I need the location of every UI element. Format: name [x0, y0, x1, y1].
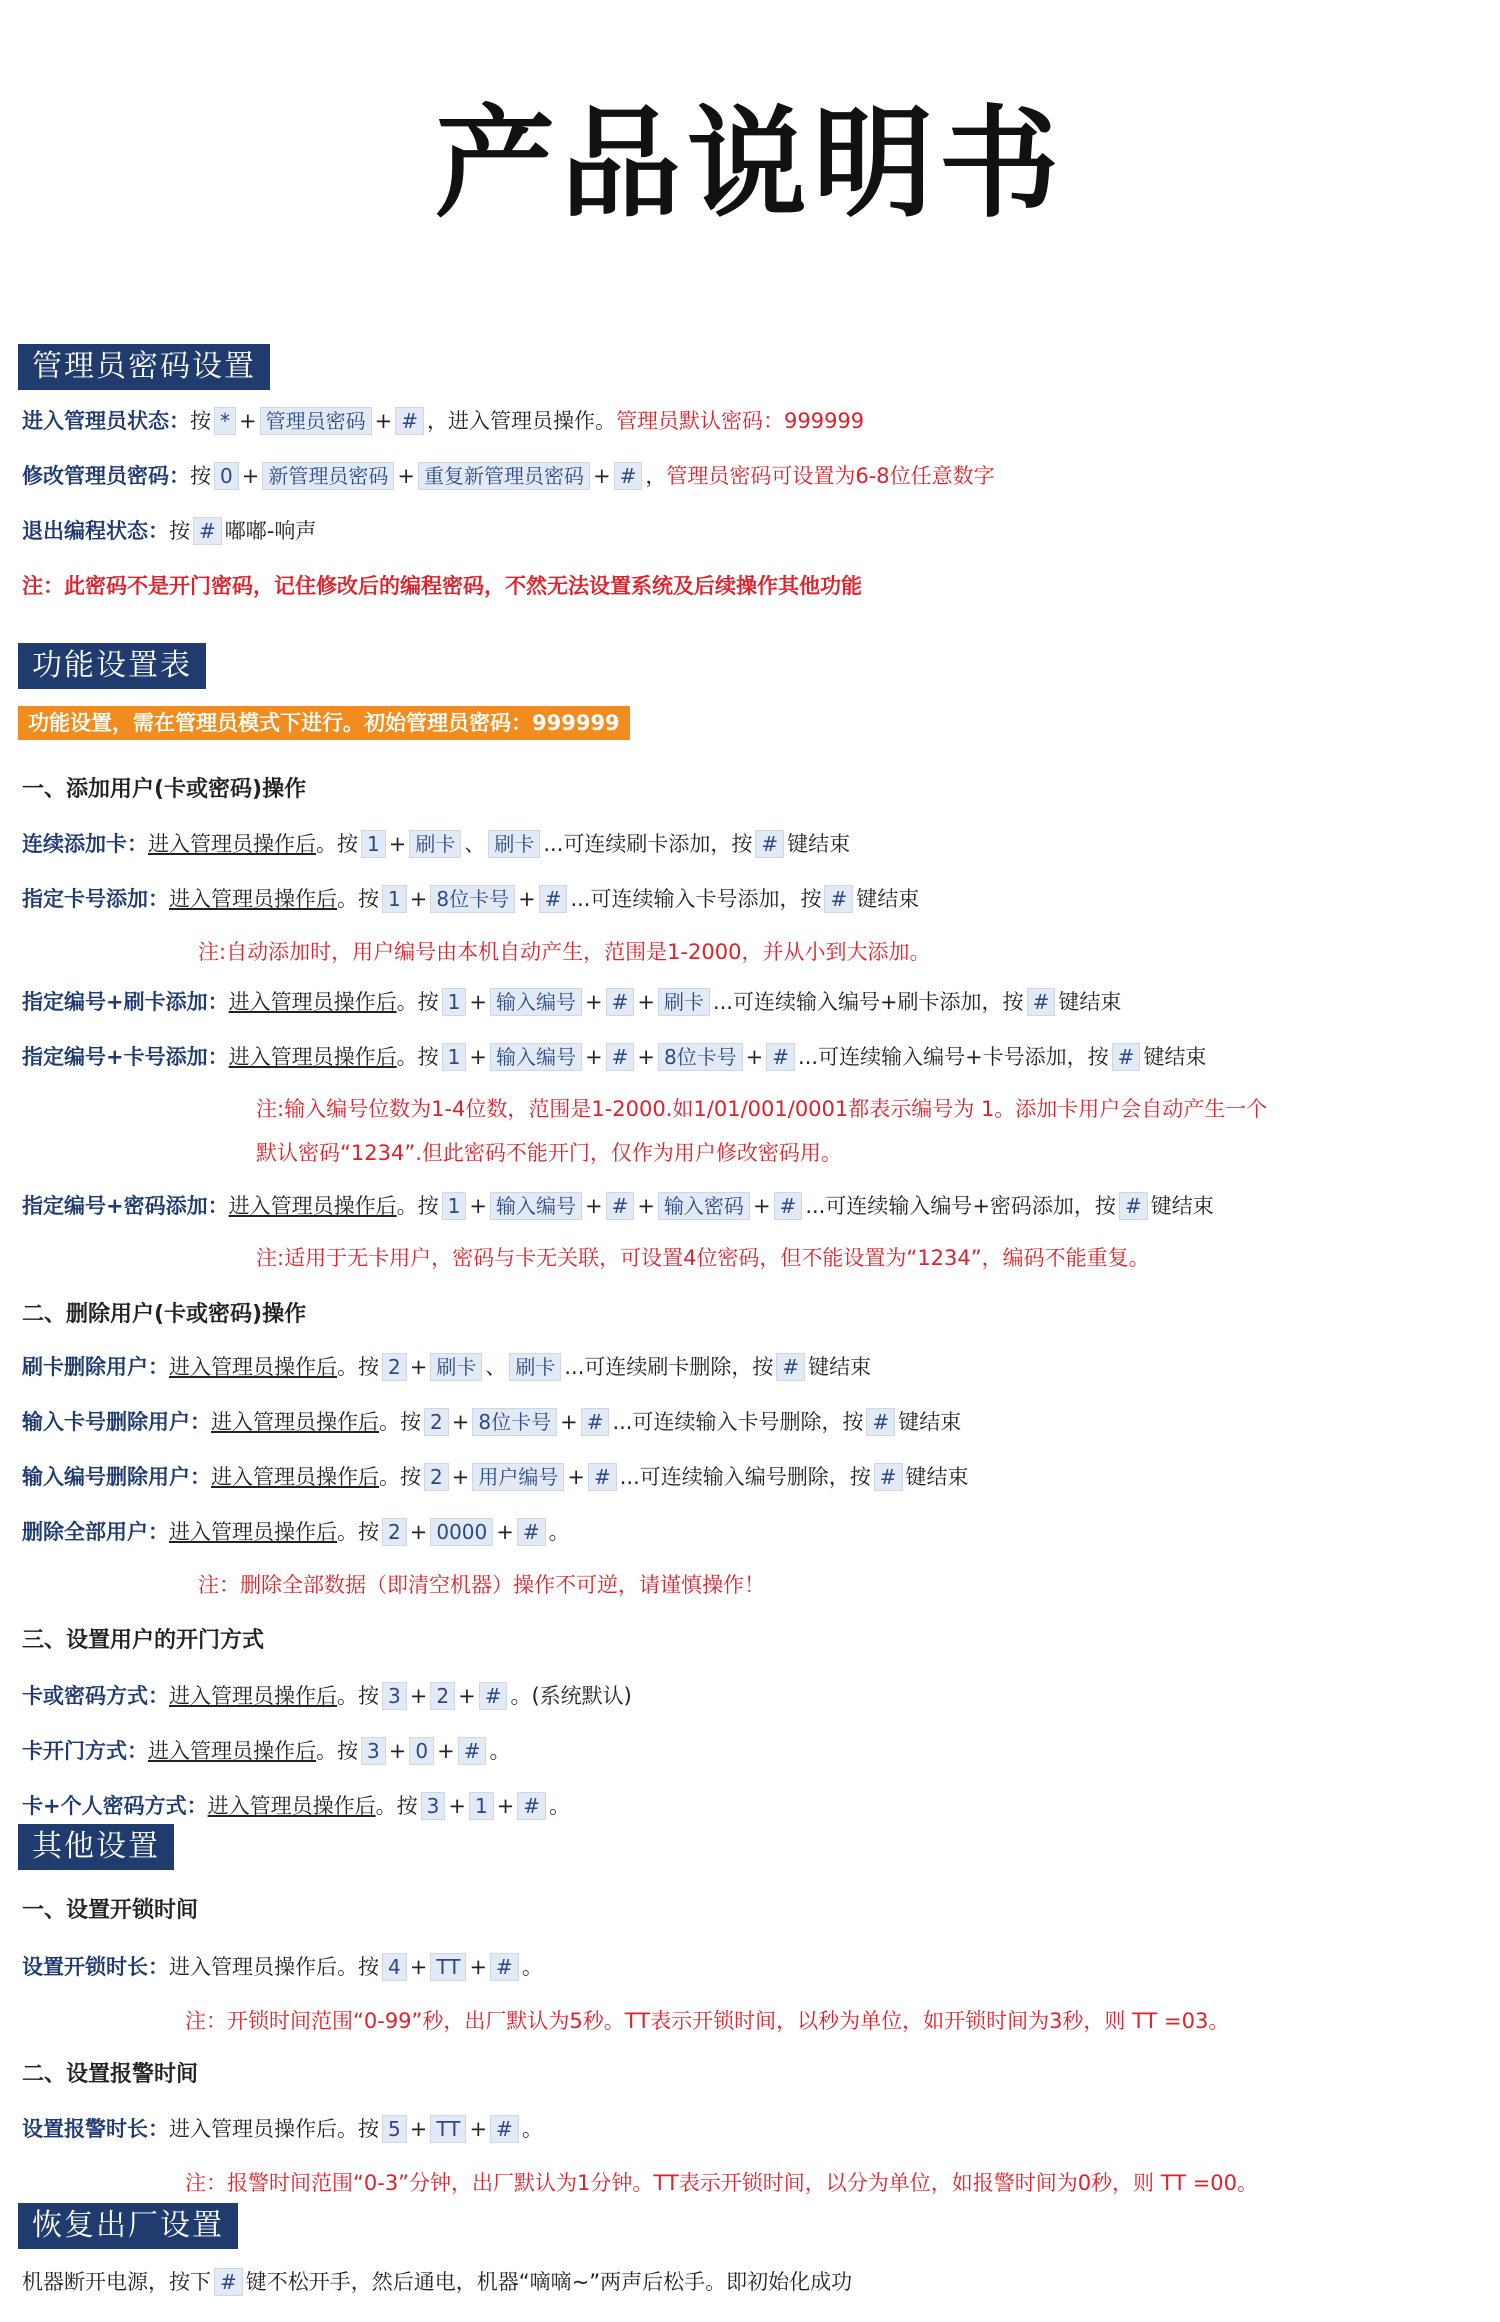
add-note-auto: 注:自动添加时，用户编号由本机自动产生，范围是1-2000，并从小到大添加。 — [198, 940, 931, 964]
row-add-card-number: 指定卡号添加：进入管理员操作后。按 1 + 8位卡号 + # ...可连续输入卡号添加，按 # 键结束 — [22, 887, 920, 911]
unlock-time-heading: 一、设置开锁时间 — [22, 1898, 199, 1923]
row-factory-reset: 机器断开电源，按下 # 键不松开手，然后通电，机器“嘀嘀~”两声后松手。即初始化成功 — [22, 2270, 853, 2294]
unlock-time-note: 注：开锁时间范围“0-99”秒，出厂默认为5秒。TT表示开锁时间，以秒为单位，如开锁时间为3秒，则 TT =03。 — [185, 2009, 1230, 2033]
row-add-id-password: 指定编号+密码添加：进入管理员操作后。按 1 + 输入编号 + # + 输入密码 + # ...可连续输入编号+密码添加，按 # 键结束 — [22, 1194, 1214, 1218]
alarm-time-heading: 二、设置报警时间 — [22, 2062, 199, 2087]
delete-note: 注：删除全部数据（即清空机器）操作不可逆，请谨慎操作！ — [198, 1573, 765, 1597]
row-add-id-cardno: 指定编号+卡号添加：进入管理员操作后。按 1 + 输入编号 + # + 8位卡号 + # ...可连续输入编号+卡号添加，按 # 键结束 — [22, 1045, 1207, 1069]
admin-note: 注：此密码不是开门密码，记住修改后的编程密码，不然无法设置系统及后续操作其他功能 — [22, 574, 862, 598]
row-unlock-time: 设置开锁时长：进入管理员操作后。按 4 + TT + # 。 — [22, 1955, 543, 1979]
page-title: 产品说明书 — [435, 95, 1065, 234]
section-admin-password: 管理员密码设置 — [18, 344, 270, 390]
add-heading: 一、添加用户(卡或密码)操作 — [22, 777, 307, 802]
row-del-id: 输入编号删除用户：进入管理员操作后。按 2 + 用户编号 + # ...可连续输入编号删除，按 # 键结束 — [22, 1465, 969, 1489]
alarm-time-note: 注：报警时间范围“0-3”分钟，出厂默认为1分钟。TT表示开锁时间，以分为单位，如报警时间为0秒，则 TT =00。 — [185, 2171, 1259, 2195]
section-factory-reset: 恢复出厂设置 — [18, 2203, 238, 2249]
row-del-all: 删除全部用户：进入管理员操作后。按 2 + 0000 + # 。 — [22, 1520, 570, 1544]
row-mode-card-pw: 卡+个人密码方式：进入管理员操作后。按 3 + 1 + # 。 — [22, 1794, 571, 1818]
row-exit-program: 退出编程状态：按 # 嘟嘟-响声 — [22, 519, 317, 543]
row-change-admin: 修改管理员密码：按 0 + 新管理员密码 + 重复新管理员密码 + # ，管理员密码可设置为6-8位任意数字 — [22, 464, 995, 488]
function-banner: 功能设置，需在管理员模式下进行。初始管理员密码：999999 — [18, 706, 630, 740]
row-add-id-swipe: 指定编号+刷卡添加：进入管理员操作后。按 1 + 输入编号 + # + 刷卡 ...可连续输入编号+刷卡添加，按 # 键结束 — [22, 990, 1122, 1014]
row-add-card-continuous: 连续添加卡：进入管理员操作后。按 1 + 刷卡 、 刷卡 ...可连续刷卡添加，按 # 键结束 — [22, 832, 851, 856]
add-note-password: 注:适用于无卡用户，密码与卡无关联，可设置4位密码，但不能设置为“1234”，编码不能重复。 — [256, 1246, 1150, 1270]
row-del-cardno: 输入卡号删除用户：进入管理员操作后。按 2 + 8位卡号 + # ...可连续输入卡号删除，按 # 键结束 — [22, 1410, 962, 1434]
row-del-swipe: 刷卡删除用户：进入管理员操作后。按 2 + 刷卡 、 刷卡 ...可连续刷卡删除，按 # 键结束 — [22, 1355, 872, 1379]
section-other-settings: 其他设置 — [18, 1824, 174, 1870]
row-mode-card-or-pw: 卡或密码方式：进入管理员操作后。按 3 + 2 + # 。(系统默认) — [22, 1684, 632, 1708]
row-mode-card: 卡开门方式：进入管理员操作后。按 3 + 0 + # 。 — [22, 1739, 511, 1763]
delete-heading: 二、删除用户(卡或密码)操作 — [22, 1302, 307, 1327]
add-note-id-a: 注:输入编号位数为1-4位数，范围是1-2000.如1/01/001/0001都表示编号为 1。添加卡用户会自动产生一个 — [256, 1097, 1268, 1121]
row-enter-admin: 进入管理员状态：按 * + 管理员密码 + # ，进入管理员操作。管理员默认密码：999999 — [22, 409, 865, 433]
mode-heading: 三、设置用户的开门方式 — [22, 1628, 265, 1653]
row-alarm-time: 设置报警时长：进入管理员操作后。按 5 + TT + # 。 — [22, 2117, 543, 2141]
add-note-id-b: 默认密码“1234”.但此密码不能开门，仅作为用户修改密码用。 — [256, 1141, 842, 1165]
section-function-table: 功能设置表 — [18, 643, 206, 689]
